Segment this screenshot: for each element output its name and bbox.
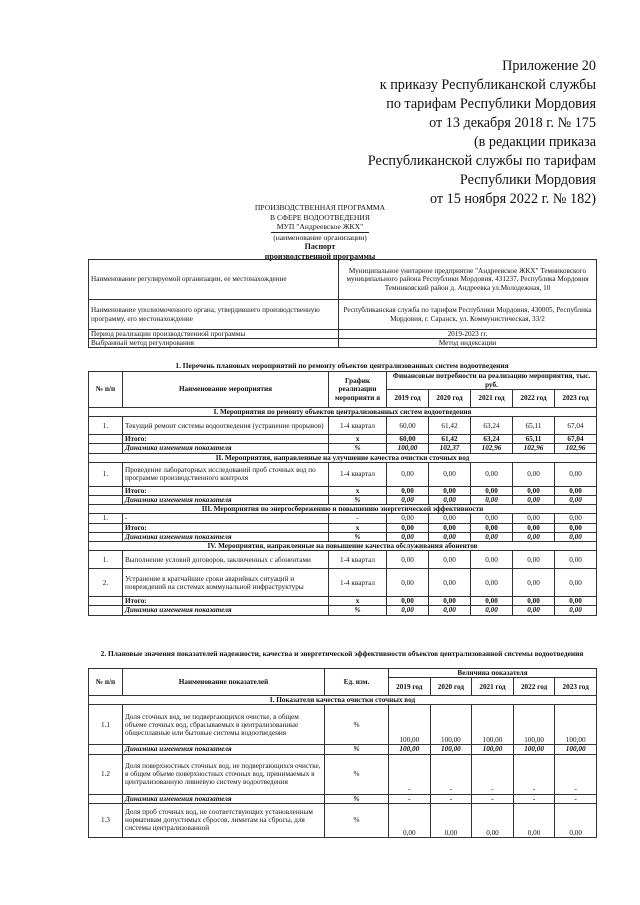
value-cell: 0,00 <box>471 514 513 523</box>
value-cell: 0,00 <box>387 462 429 486</box>
dynamics-value: - <box>430 794 472 803</box>
value-cell: 63,24 <box>471 417 513 435</box>
section-title: I. Показатели качества очистки сточных вод <box>89 696 597 705</box>
dynamics-label: Динамика изменения показателя <box>123 532 329 541</box>
dynamics-value: 0,00 <box>387 496 429 505</box>
header-indicator-value: Величина показателя <box>389 669 597 678</box>
dynamics-value: 0,00 <box>387 532 429 541</box>
dynamics-value: 0,00 <box>471 606 513 615</box>
passport-row <box>89 339 597 348</box>
header-num: № п/п <box>89 669 123 696</box>
passport-label: Наименование регулируемой организации, ее местонахождение <box>89 260 339 300</box>
header-financial-needs: Финансовые потребности на реализацию мероприятия, тыс. руб. <box>387 372 597 390</box>
dynamics-label: Динамика изменения показателя <box>123 444 329 453</box>
header-indicator-name: Наименование показателей <box>123 669 325 696</box>
row-number: 1. <box>89 514 123 523</box>
value-cell: 0,00 <box>389 803 431 837</box>
value-cell: 0,00 <box>513 462 555 486</box>
empty-cell <box>89 745 123 754</box>
value-cell: 100,00 <box>389 705 431 745</box>
empty-cell <box>89 435 123 444</box>
dynamics-value: 0,00 <box>513 606 555 615</box>
value-cell: 0,00 <box>429 551 471 569</box>
total-value: 0,00 <box>471 523 513 532</box>
dynamics-label: Динамика изменения показателя <box>123 794 325 803</box>
value-cell: 0,00 <box>471 462 513 486</box>
value-cell: 100,00 <box>513 705 555 745</box>
total-value: 61,42 <box>429 435 471 444</box>
value-cell: 0,00 <box>555 803 597 837</box>
value-cell: 0,00 <box>513 569 555 597</box>
dynamics-value: 102,96 <box>555 444 597 453</box>
header-year: 2020 год <box>430 678 472 696</box>
value-cell: 100,00 <box>430 705 472 745</box>
unit-cell: х <box>329 597 387 606</box>
total-value: 0,00 <box>387 486 429 495</box>
organization-caption: (наименование организации) <box>273 232 367 242</box>
value-cell: 0,00 <box>471 569 513 597</box>
header-year: 2021 год <box>472 678 514 696</box>
value-cell: 100,00 <box>472 705 514 745</box>
dynamics-row <box>89 532 597 541</box>
total-value: 0,00 <box>513 486 555 495</box>
total-value: 0,00 <box>555 597 597 606</box>
header-year: 2019 год <box>387 390 429 408</box>
activity-name: Устранение в кратчайшие сроки аварийных ситуаций и повреждений на системах коммунальной инфраструктуры <box>123 569 329 597</box>
indicator-name: Доля проб сточных вод, не соответствующих установленным нормативам допустимых сбросов, лимитам на сбросы, для системы централизованной <box>123 803 325 837</box>
empty-cell <box>89 444 123 453</box>
unit-cell: х <box>329 435 387 444</box>
value-cell: 0,00 <box>430 803 472 837</box>
header-activity-name: Наименование мероприятия <box>123 372 329 408</box>
header-year: 2020 год <box>429 390 471 408</box>
dynamics-value: 0,00 <box>513 496 555 505</box>
section-row <box>89 505 597 514</box>
value-cell: 0,00 <box>387 551 429 569</box>
total-value: 0,00 <box>555 523 597 532</box>
value-cell: 0,00 <box>429 569 471 597</box>
dynamics-label: Динамика изменения показателя <box>123 606 329 615</box>
indicators-table-body <box>89 696 597 838</box>
dynamics-value: 0,00 <box>555 532 597 541</box>
schedule: - <box>329 514 387 523</box>
activities-table <box>88 371 597 616</box>
header-year: 2023 год <box>555 390 597 408</box>
value-cell: 67,04 <box>555 417 597 435</box>
dynamics-value: 0,00 <box>429 606 471 615</box>
section-title: I. Мероприятия по ремонту объектов централизованных систем водоотведения <box>89 408 597 417</box>
empty-cell <box>89 606 123 615</box>
table-row <box>89 569 597 597</box>
activity-name: - <box>123 514 329 523</box>
dynamics-row <box>89 496 597 505</box>
total-label: Итого: <box>123 435 329 444</box>
unit-cell: % <box>329 444 387 453</box>
dynamics-value: - <box>472 794 514 803</box>
passport-title: Паспорт <box>304 242 336 252</box>
section-row <box>89 542 597 551</box>
activity-name: Выполнение условий договоров, заключенных с абонентами <box>123 551 329 569</box>
dynamics-row <box>89 606 597 615</box>
value-cell: 0,00 <box>555 569 597 597</box>
dynamics-value: 0,00 <box>429 496 471 505</box>
section-row <box>89 453 597 462</box>
header-num: № п/п <box>89 372 123 408</box>
value-cell: 100,00 <box>555 705 597 745</box>
appendix-header <box>276 57 596 209</box>
value-cell: 0,00 <box>513 551 555 569</box>
empty-cell <box>89 794 123 803</box>
row-number: 1. <box>89 417 123 435</box>
empty-cell <box>89 532 123 541</box>
value-cell: 0,00 <box>429 514 471 523</box>
value-cell: 0,00 <box>387 514 429 523</box>
table-row <box>89 754 597 794</box>
row-number: 1.1 <box>89 705 123 745</box>
total-value: 0,00 <box>513 597 555 606</box>
value-cell: - <box>472 754 514 794</box>
passport-label: Наименование уполномоченного органа, утвердившего производственную программу, его местонахождение <box>89 300 339 330</box>
appendix-line: по тарифам Республики Мордовия <box>386 96 596 112</box>
unit-cell: % <box>325 754 389 794</box>
total-row <box>89 597 597 606</box>
schedule: 1-4 квартал <box>329 417 387 435</box>
dynamics-value: 0,00 <box>555 606 597 615</box>
table-row <box>89 803 597 837</box>
value-cell: - <box>555 754 597 794</box>
header-unit: Ед. изм. <box>325 669 389 696</box>
empty-cell <box>89 486 123 495</box>
dynamics-value: - <box>555 794 597 803</box>
row-number: 1.2 <box>89 754 123 794</box>
empty-cell <box>89 523 123 532</box>
appendix-line: Приложение 20 <box>502 58 596 74</box>
header-year: 2022 год <box>513 678 555 696</box>
value-cell: 0,00 <box>513 514 555 523</box>
empty-cell <box>89 496 123 505</box>
indicator-name: Доля сточных вод, не подвергающихся очистке, в общем объеме сточных вод, сбрасываемых в централизованные общесплавные или бытовые системы водоотведения <box>123 705 325 745</box>
value-cell: - <box>389 754 431 794</box>
table-row <box>89 705 597 745</box>
total-row <box>89 486 597 495</box>
value-cell: 0,00 <box>471 551 513 569</box>
dynamics-value: 0,00 <box>471 532 513 541</box>
section-row <box>89 696 597 705</box>
header-schedule: График реализации мероприяти я <box>329 372 387 408</box>
passport-value: Муниципальное унитарное предприятие "Андреевское ЖКХ" Темниковского муниципального района Республики Мордовия, 431237, Республика Мордовия Темниковский район д. Андреевка ул.Молодежная, 10 <box>339 260 597 300</box>
value-cell: 0,00 <box>555 514 597 523</box>
unit-cell: х <box>329 486 387 495</box>
total-value: 63,24 <box>471 435 513 444</box>
value-cell: 65,11 <box>513 417 555 435</box>
total-row <box>89 435 597 444</box>
table-row <box>89 462 597 486</box>
total-row <box>89 523 597 532</box>
table-row <box>89 417 597 435</box>
row-number: 1.3 <box>89 803 123 837</box>
total-value: 0,00 <box>429 486 471 495</box>
section-row <box>89 408 597 417</box>
passport-row <box>89 300 597 330</box>
dynamics-row <box>89 794 597 803</box>
program-heading <box>0 203 640 262</box>
total-value: 65,11 <box>513 435 555 444</box>
indicators-table <box>88 668 597 838</box>
dynamics-value: 102,96 <box>471 444 513 453</box>
dynamics-value: - <box>513 794 555 803</box>
table-row <box>89 514 597 523</box>
dynamics-label: Динамика изменения показателя <box>123 496 329 505</box>
value-cell: 0,00 <box>387 569 429 597</box>
value-cell: 0,00 <box>555 551 597 569</box>
appendix-line: от 15 ноября 2022 г. № 182) <box>429 191 596 207</box>
passport-row <box>89 330 597 339</box>
section-title: II. Мероприятия, направленные на улучшение качества очистки сточных вод <box>89 453 597 462</box>
passport-value: Республиканская служба по тарифам Республики Мордовия, 430005, Республика Мордовия, г. Саранск, ул. Коммунистическая, 33/2 <box>339 300 597 330</box>
dynamics-value: 100,00 <box>472 745 514 754</box>
dynamics-value: 100,00 <box>430 745 472 754</box>
activity-name: Текущий ремонт системы водоотведения (устранение прорывов) <box>123 417 329 435</box>
section-title: IV. Мероприятия, направленные на повышение качества обслуживания абонентов <box>89 542 597 551</box>
schedule: 1-4 квартал <box>329 462 387 486</box>
unit-cell: % <box>325 705 389 745</box>
empty-cell <box>89 597 123 606</box>
row-number: 1. <box>89 551 123 569</box>
total-value: 0,00 <box>429 523 471 532</box>
header-year: 2023 год <box>555 678 597 696</box>
activities-table-body <box>89 408 597 616</box>
dynamics-value: 102,37 <box>429 444 471 453</box>
dynamics-value: 100,00 <box>387 444 429 453</box>
passport-label: Период реализации производственной программы <box>89 330 339 339</box>
dynamics-value: 0,00 <box>387 606 429 615</box>
unit-cell: % <box>329 532 387 541</box>
total-value: 0,00 <box>387 523 429 532</box>
total-value: 0,00 <box>429 597 471 606</box>
value-cell: - <box>430 754 472 794</box>
total-value: 67,04 <box>555 435 597 444</box>
dynamics-value: - <box>389 794 431 803</box>
dynamics-value: 100,00 <box>389 745 431 754</box>
dynamics-value: 100,00 <box>513 745 555 754</box>
program-title: ПРОИЗВОДСТВЕННАЯ ПРОГРАММА <box>254 203 386 212</box>
total-value: 60,00 <box>387 435 429 444</box>
table2-title: 2. Плановые значения показателей надежности, качества и энергетической эффективности объектов централизованной системы водоотведения <box>100 649 584 658</box>
passport-value: Метод индексации <box>339 339 597 348</box>
passport-subtitle: производственной программы <box>264 251 376 261</box>
dynamics-row <box>89 444 597 453</box>
indicator-name: Доля поверхностных сточных вод, не подвергающихся очистке, в общем объеме поверхностных сточных вод, принимаемых в централизованную ливневую систему водоотведения <box>123 754 325 794</box>
total-value: 0,00 <box>513 523 555 532</box>
row-number: 1. <box>89 462 123 486</box>
dynamics-value: 0,00 <box>471 496 513 505</box>
section-title: III. Мероприятия по энергосбережению и повышению энергетической эффективности <box>89 505 597 514</box>
total-value: 0,00 <box>471 486 513 495</box>
header-year: 2022 год <box>513 390 555 408</box>
appendix-line: (в редакции приказа <box>473 134 596 150</box>
total-label: Итого: <box>123 597 329 606</box>
value-cell: - <box>513 754 555 794</box>
header-year: 2019 год <box>389 678 431 696</box>
dynamics-value: 0,00 <box>555 496 597 505</box>
unit-cell: % <box>329 606 387 615</box>
value-cell: 61,42 <box>429 417 471 435</box>
value-cell: 0,00 <box>555 462 597 486</box>
unit-cell: % <box>325 745 389 754</box>
dynamics-row <box>89 745 597 754</box>
value-cell: 0,00 <box>513 803 555 837</box>
appendix-line: Республиканской службы по тарифам <box>367 153 596 169</box>
appendix-line: от 13 декабря 2018 г. № 175 <box>429 115 596 131</box>
total-value: 0,00 <box>555 486 597 495</box>
activity-name: Проведение лабораторных исследований проб сточных вод по программе производственного контроля <box>123 462 329 486</box>
appendix-line: к приказу Республиканской службы <box>379 77 596 93</box>
program-subtitle: В СФЕРЕ ВОДООТВЕДЕНИЯ <box>270 212 370 222</box>
total-label: Итого: <box>123 523 329 532</box>
dynamics-value: 0,00 <box>429 532 471 541</box>
dynamics-value: 0,00 <box>513 532 555 541</box>
dynamics-label: Динамика изменения показателя <box>123 745 325 754</box>
total-label: Итого: <box>123 486 329 495</box>
total-value: 0,00 <box>387 597 429 606</box>
appendix-line: Республики Мордовия <box>459 172 596 188</box>
unit-cell: х <box>329 523 387 532</box>
unit-cell: % <box>329 496 387 505</box>
passport-row <box>89 260 597 300</box>
unit-cell: % <box>325 794 389 803</box>
table-row <box>89 551 597 569</box>
organization-name: МУП "Андреевское ЖКХ" <box>271 222 369 233</box>
schedule: 1-4 квартал <box>329 551 387 569</box>
row-number: 2. <box>89 569 123 597</box>
value-cell: 0,00 <box>472 803 514 837</box>
passport-label: Выбранный метод регулирования <box>89 339 339 348</box>
dynamics-value: 100,00 <box>555 745 597 754</box>
unit-cell: % <box>325 803 389 837</box>
header-year: 2021 год <box>471 390 513 408</box>
schedule: 1-4 квартал <box>329 569 387 597</box>
total-value: 0,00 <box>471 597 513 606</box>
value-cell: 60,00 <box>387 417 429 435</box>
table1-title: 1. Перечень плановых мероприятий по ремонту объектов централизованных систем водоотведения <box>175 361 509 370</box>
passport-table <box>88 259 597 348</box>
dynamics-value: 102,96 <box>513 444 555 453</box>
passport-value: 2019-2023 гг. <box>339 330 597 339</box>
value-cell: 0,00 <box>429 462 471 486</box>
